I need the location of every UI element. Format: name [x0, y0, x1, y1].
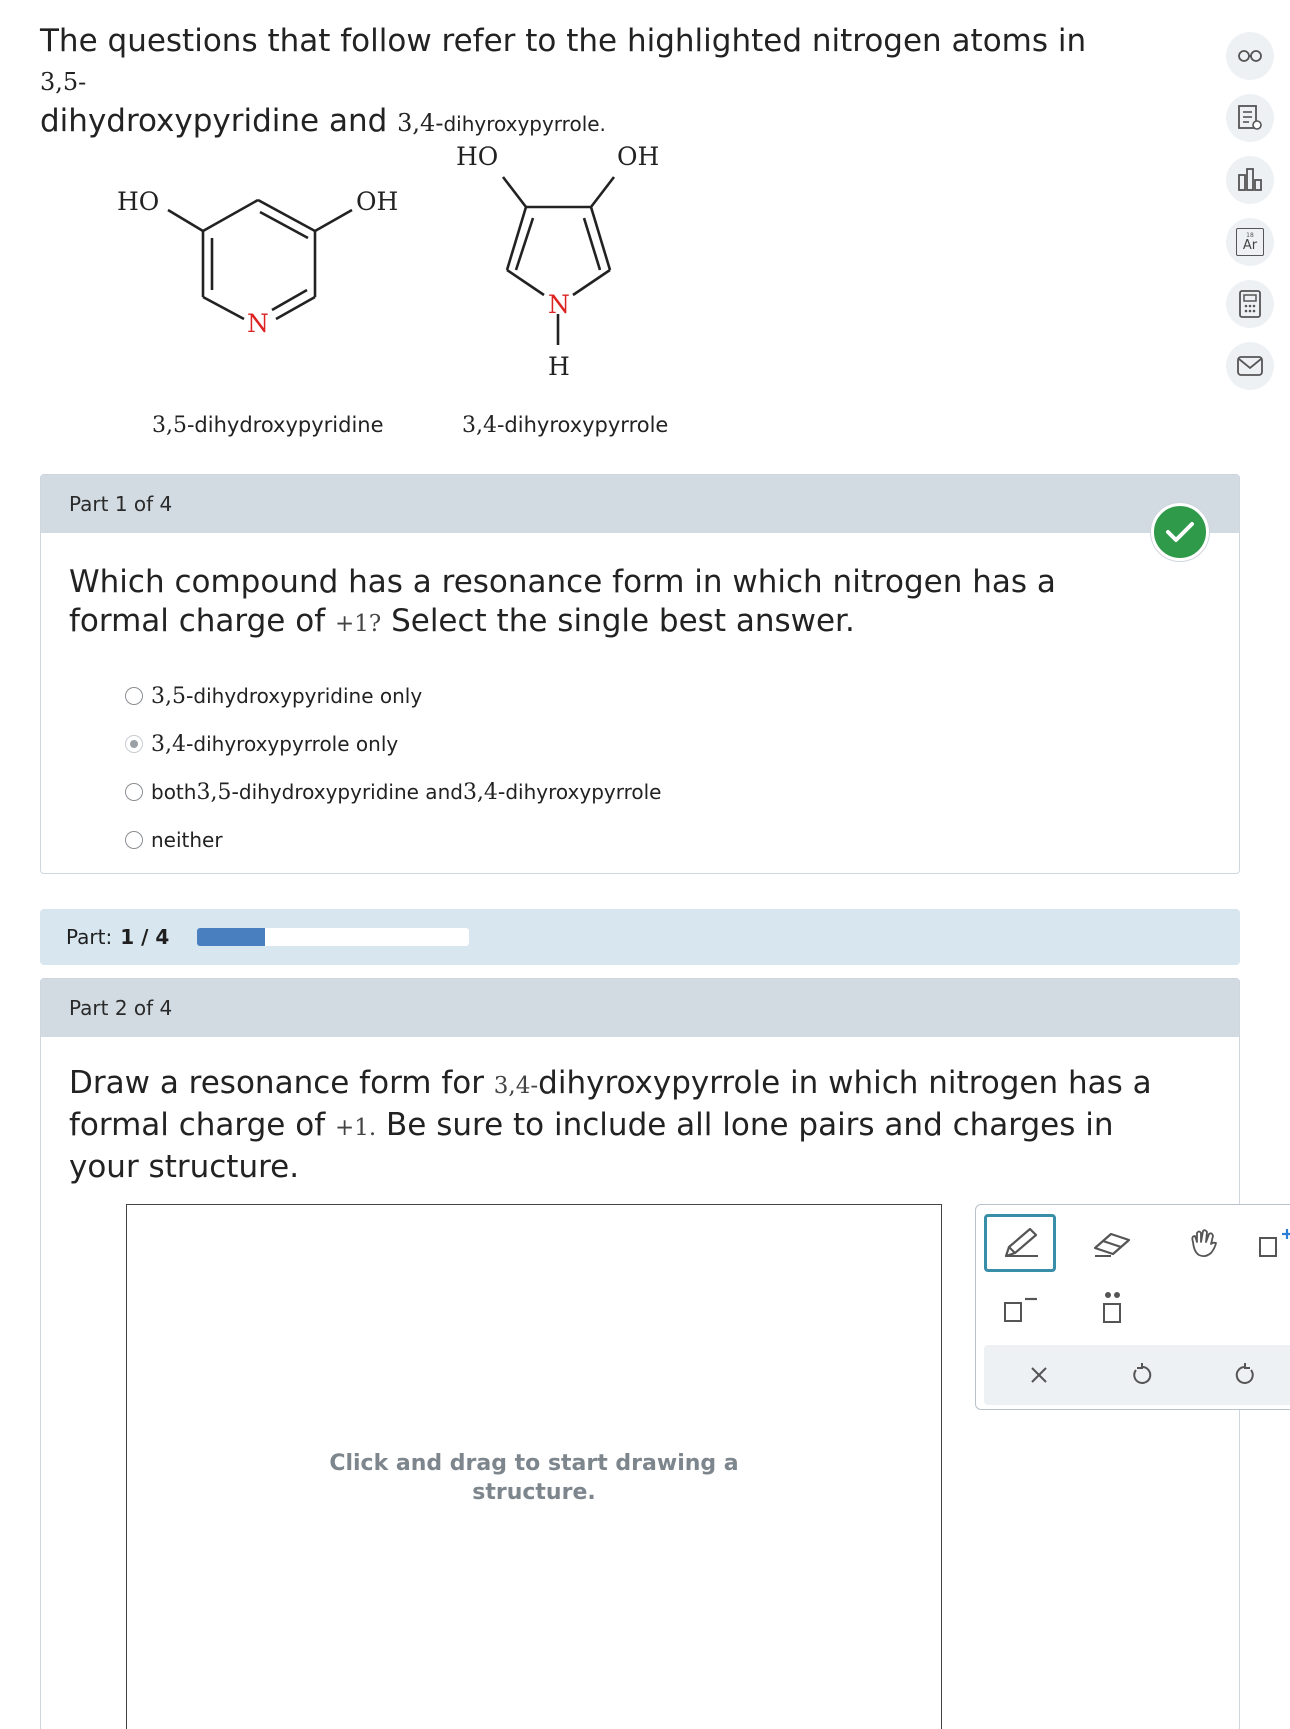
progress-value: 1 / 4: [120, 925, 170, 949]
part1-header: Part 1 of 4: [41, 475, 1239, 533]
pyrrole-oh: OH: [617, 142, 660, 171]
pyrrole-n: N: [548, 290, 570, 319]
remove-charge-icon[interactable]: [984, 1280, 1056, 1336]
part2-header: Part 2 of 4: [41, 979, 1239, 1037]
canvas-hint: Click and drag to start drawing a structure.: [329, 1451, 739, 1505]
part1-question: Which compound has a resonance form in which nitrogen has a formal charge of +1? Select the single best answer.: [69, 564, 1056, 639]
pyrrole-label: 3,4-dihyroxypyrrole: [462, 413, 669, 438]
radio-button[interactable]: [125, 783, 143, 801]
chart-icon[interactable]: [1226, 156, 1274, 204]
pyrrole-structure: [503, 177, 614, 345]
structures-svg: [0, 130, 700, 450]
correct-check-icon: [1151, 503, 1209, 561]
pyrrole-h: H: [548, 352, 570, 381]
part1-options: [41, 644, 1239, 864]
option-pyridine-only[interactable]: 3,5- dihydroxypyridine only: [125, 672, 1239, 720]
pyridine-n: N: [247, 309, 269, 338]
progress-track: [197, 928, 469, 946]
pyrrole-ho: HO: [456, 142, 499, 171]
option-neither[interactable]: neither: [125, 816, 1239, 864]
option-pyrrole-only[interactable]: 3,4- dihyroxypyrrole only: [125, 720, 1239, 768]
radio-button-selected[interactable]: [125, 735, 143, 753]
radio-button[interactable]: [125, 687, 143, 705]
lone-pair-icon[interactable]: [1076, 1280, 1148, 1336]
part1-panel: [40, 474, 1240, 874]
progress-fill: [197, 928, 265, 946]
part-progress: [40, 909, 1240, 965]
calculator-icon[interactable]: [1226, 280, 1274, 328]
action-row: [984, 1345, 1290, 1405]
pyridine-structure: [168, 200, 352, 319]
glasses-icon[interactable]: [1226, 32, 1274, 80]
structures-area: [0, 130, 700, 450]
radio-button[interactable]: [125, 831, 143, 849]
mail-icon[interactable]: [1226, 342, 1274, 390]
undo-icon[interactable]: [1117, 1351, 1167, 1399]
add-charge-icon[interactable]: [1244, 1214, 1290, 1272]
progress-label: Part:: [66, 925, 113, 949]
pyridine-ho: HO: [117, 187, 160, 216]
drawing-toolbar: [975, 1204, 1290, 1410]
periodic-table-icon[interactable]: 18 Ar: [1226, 218, 1274, 266]
eraser-icon[interactable]: [1076, 1214, 1148, 1272]
side-toolbar: [1226, 32, 1282, 404]
clear-icon[interactable]: [1014, 1351, 1064, 1399]
pyridine-oh: OH: [356, 187, 399, 216]
notes-icon[interactable]: [1226, 94, 1274, 142]
redo-icon[interactable]: [1220, 1351, 1270, 1399]
pyridine-label: 3,5-dihydroxypyridine: [152, 413, 384, 438]
pencil-icon[interactable]: [984, 1214, 1056, 1272]
part2-question: Draw a resonance form for 3,4-dihyroxypyrrole in which nitrogen has a formal charge of +1. Be sure to include all lone pairs and charges in your structure.: [69, 1065, 1152, 1185]
drawing-canvas[interactable]: [126, 1204, 942, 1729]
option-both[interactable]: both 3,5- dihydroxypyridine and 3,4- dihyroxypyrrole: [125, 768, 1239, 816]
hand-icon[interactable]: [1168, 1214, 1240, 1272]
intro-text: The questions that follow refer to the highlighted nitrogen atoms in 3,5- dihydroxypyridine and 3,4-dihyroxypyrrole.: [40, 23, 1087, 139]
